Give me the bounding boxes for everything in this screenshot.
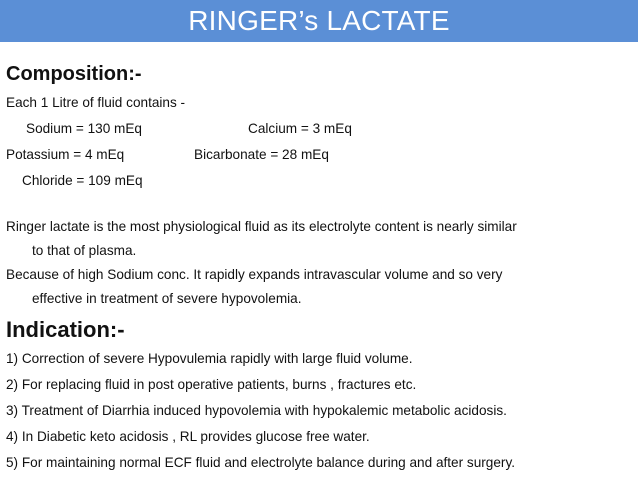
indication-item: 2) For replacing fluid in post operative patients, burns , fractures etc. [6,377,417,392]
indication-item: 4) In Diabetic keto acidosis , RL provides glucose free water. [6,429,370,444]
indication-item: 5) For maintaining normal ECF fluid and electrolyte balance during and after surgery. [6,455,516,470]
composition-intro: Each 1 Litre of fluid contains - [6,95,186,110]
calcium-value: Calcium = 3 mEq [248,121,352,136]
chloride-value: Chloride = 109 mEq [22,173,143,188]
indication-heading: Indication:- [6,317,125,342]
potassium-value: Potassium = 4 mEq [6,147,125,162]
paragraph-2-line-2: effective in treatment of severe hypovolemia. [32,291,302,306]
paragraph-2-line-1: Because of high Sodium conc. It rapidly expands intravascular volume and so very [6,267,503,282]
paragraph-1-line-1: Ringer lactate is the most physiological fluid as its electrolyte content is nearly similar [6,219,517,234]
slide-title: RINGER’s LACTATE [0,0,638,42]
indication-item: 3) Treatment of Diarrhia induced hypovolemia with hypokalemic metabolic acidosis. [6,403,507,418]
indication-item: 1) Correction of severe Hypovulemia rapidly with large fluid volume. [6,351,413,366]
composition-heading: Composition:- [6,63,142,85]
bicarbonate-value: Bicarbonate = 28 mEq [194,147,329,162]
paragraph-1-line-2: to that of plasma. [32,243,137,258]
sodium-value: Sodium = 130 mEq [26,121,142,136]
